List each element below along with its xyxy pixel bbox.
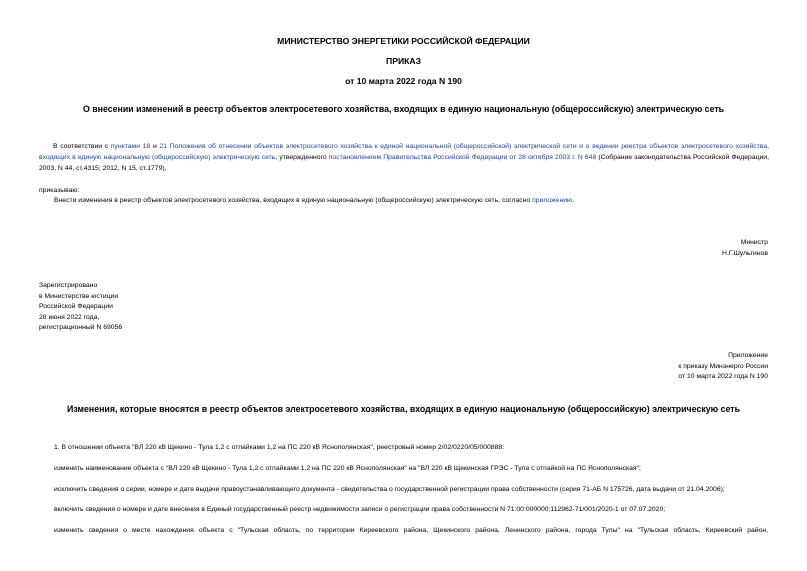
order-subject-title: О внесении изменений в реестр объектов электросетевого хозяйства, входящих в единую национальную (общероссийскую) электрическую сеть [82, 104, 725, 114]
change-item-include: включить сведения о номере и дате внесения в Единый государственный реестр недвижимости записи о регистрации права собственности N 71:00:000000:112962-71/001/2020-1 от 07.07.2020; [54, 506, 666, 513]
changes-title: Изменения, которые вносятся в реестр объектов электросетевого хозяйства, входящих в единую национальную (общероссийскую) электрическую сеть [67, 404, 740, 414]
order-type-title: ПРИКАЗ [386, 56, 421, 66]
registration-line-5: регистрационный N 69056 [39, 324, 123, 331]
link-regulation[interactable]: 21 Положения об отнесении объектов электросетевого хозяйства к единой национальной (общероссийской) электрической сети и о ведении реестра объектов электросетевого хозяйства, входящих в единую национальную (общероссийскую) электрическую сеть [39, 143, 769, 161]
registration-line-1: Зарегистрировано [39, 282, 98, 289]
signature-block [722, 238, 768, 259]
basis-text-2: и [150, 143, 160, 150]
registration-line-3: Российской Федерации [39, 303, 113, 310]
change-item-location: изменить сведения о месте нахождения объекта с "Тульская область, по территории Киреевского района, Щекинского района, Ленинского района, города Тулы" на "Тульская область, Киреевский район, [54, 527, 768, 534]
apply-text: Внести изменения в реестр объектов электросетевого хозяйства, входящих в единую национальную (общероссийскую) электрическую сеть, согласно [54, 197, 533, 204]
change-item-rename: изменить наименование объекта с "ВЛ 220 кВ Щекино - Тула 1,2 с отпайками 1,2 на ПС 220 кВ Яснополянская" на "ВЛ 220 кВ Щекинская ГРЭС - Тула с отпайкой на ПС Яснополянская"; [54, 465, 641, 472]
appendix-line-1: Приложение [728, 352, 768, 359]
apply-end: . [572, 197, 574, 204]
basis-paragraph [39, 141, 769, 174]
registration-line-4: 28 июня 2022 года, [39, 313, 100, 321]
signature-name: Н.Г.Шульгинов [722, 249, 768, 257]
appendix-line-2: к приказу Минэнерго России [678, 362, 768, 370]
appendix-header-block [678, 351, 768, 383]
change-item-1: 1. В отношении объекта "ВЛ 220 кВ Щекино - Тула 1,2 с отпайками 1,2 на ПС 220 кВ Яснополянская", реестровый номер 2/02/0220/05/000888: [54, 444, 505, 451]
basis-text-4: (Собрание законодательства Российской Федерации, 2003, N 44, ст.4315; 2012, N 15, ст.1779), [39, 154, 769, 172]
apply-paragraph [54, 196, 574, 206]
registration-block [39, 281, 122, 334]
basis-text-3: , утвержденного [275, 154, 329, 161]
signature-position: Министр [740, 239, 768, 246]
basis-text-1: В соответствии с [53, 143, 111, 150]
registration-line-2: в Министерстве юстиции [39, 292, 119, 300]
link-government-decree[interactable]: постановлением Правительства Российской Федерации от 28 октября 2003 г. N 648 [328, 154, 597, 161]
appendix-line-3: от 10 марта 2022 года N 190 [678, 373, 768, 380]
link-appendix[interactable]: приложению [532, 197, 573, 204]
link-points-18[interactable]: пунктами 18 [110, 143, 151, 150]
change-item-exclude: исключить сведения о серии, номере и дате выдачи правоустанавливающего документа - свидетельства о государственной регистрации права собственности (серия 71-АБ N 175726, дата выдачи от 21.04.2006); [54, 486, 725, 493]
order-date: от 10 марта 2022 года N 190 [345, 76, 462, 86]
order-word: приказываю: [39, 187, 80, 194]
ministry-title: МИНИСТЕРСТВО ЭНЕРГЕТИКИ РОССИЙСКОЙ ФЕДЕРАЦИИ [277, 36, 530, 46]
